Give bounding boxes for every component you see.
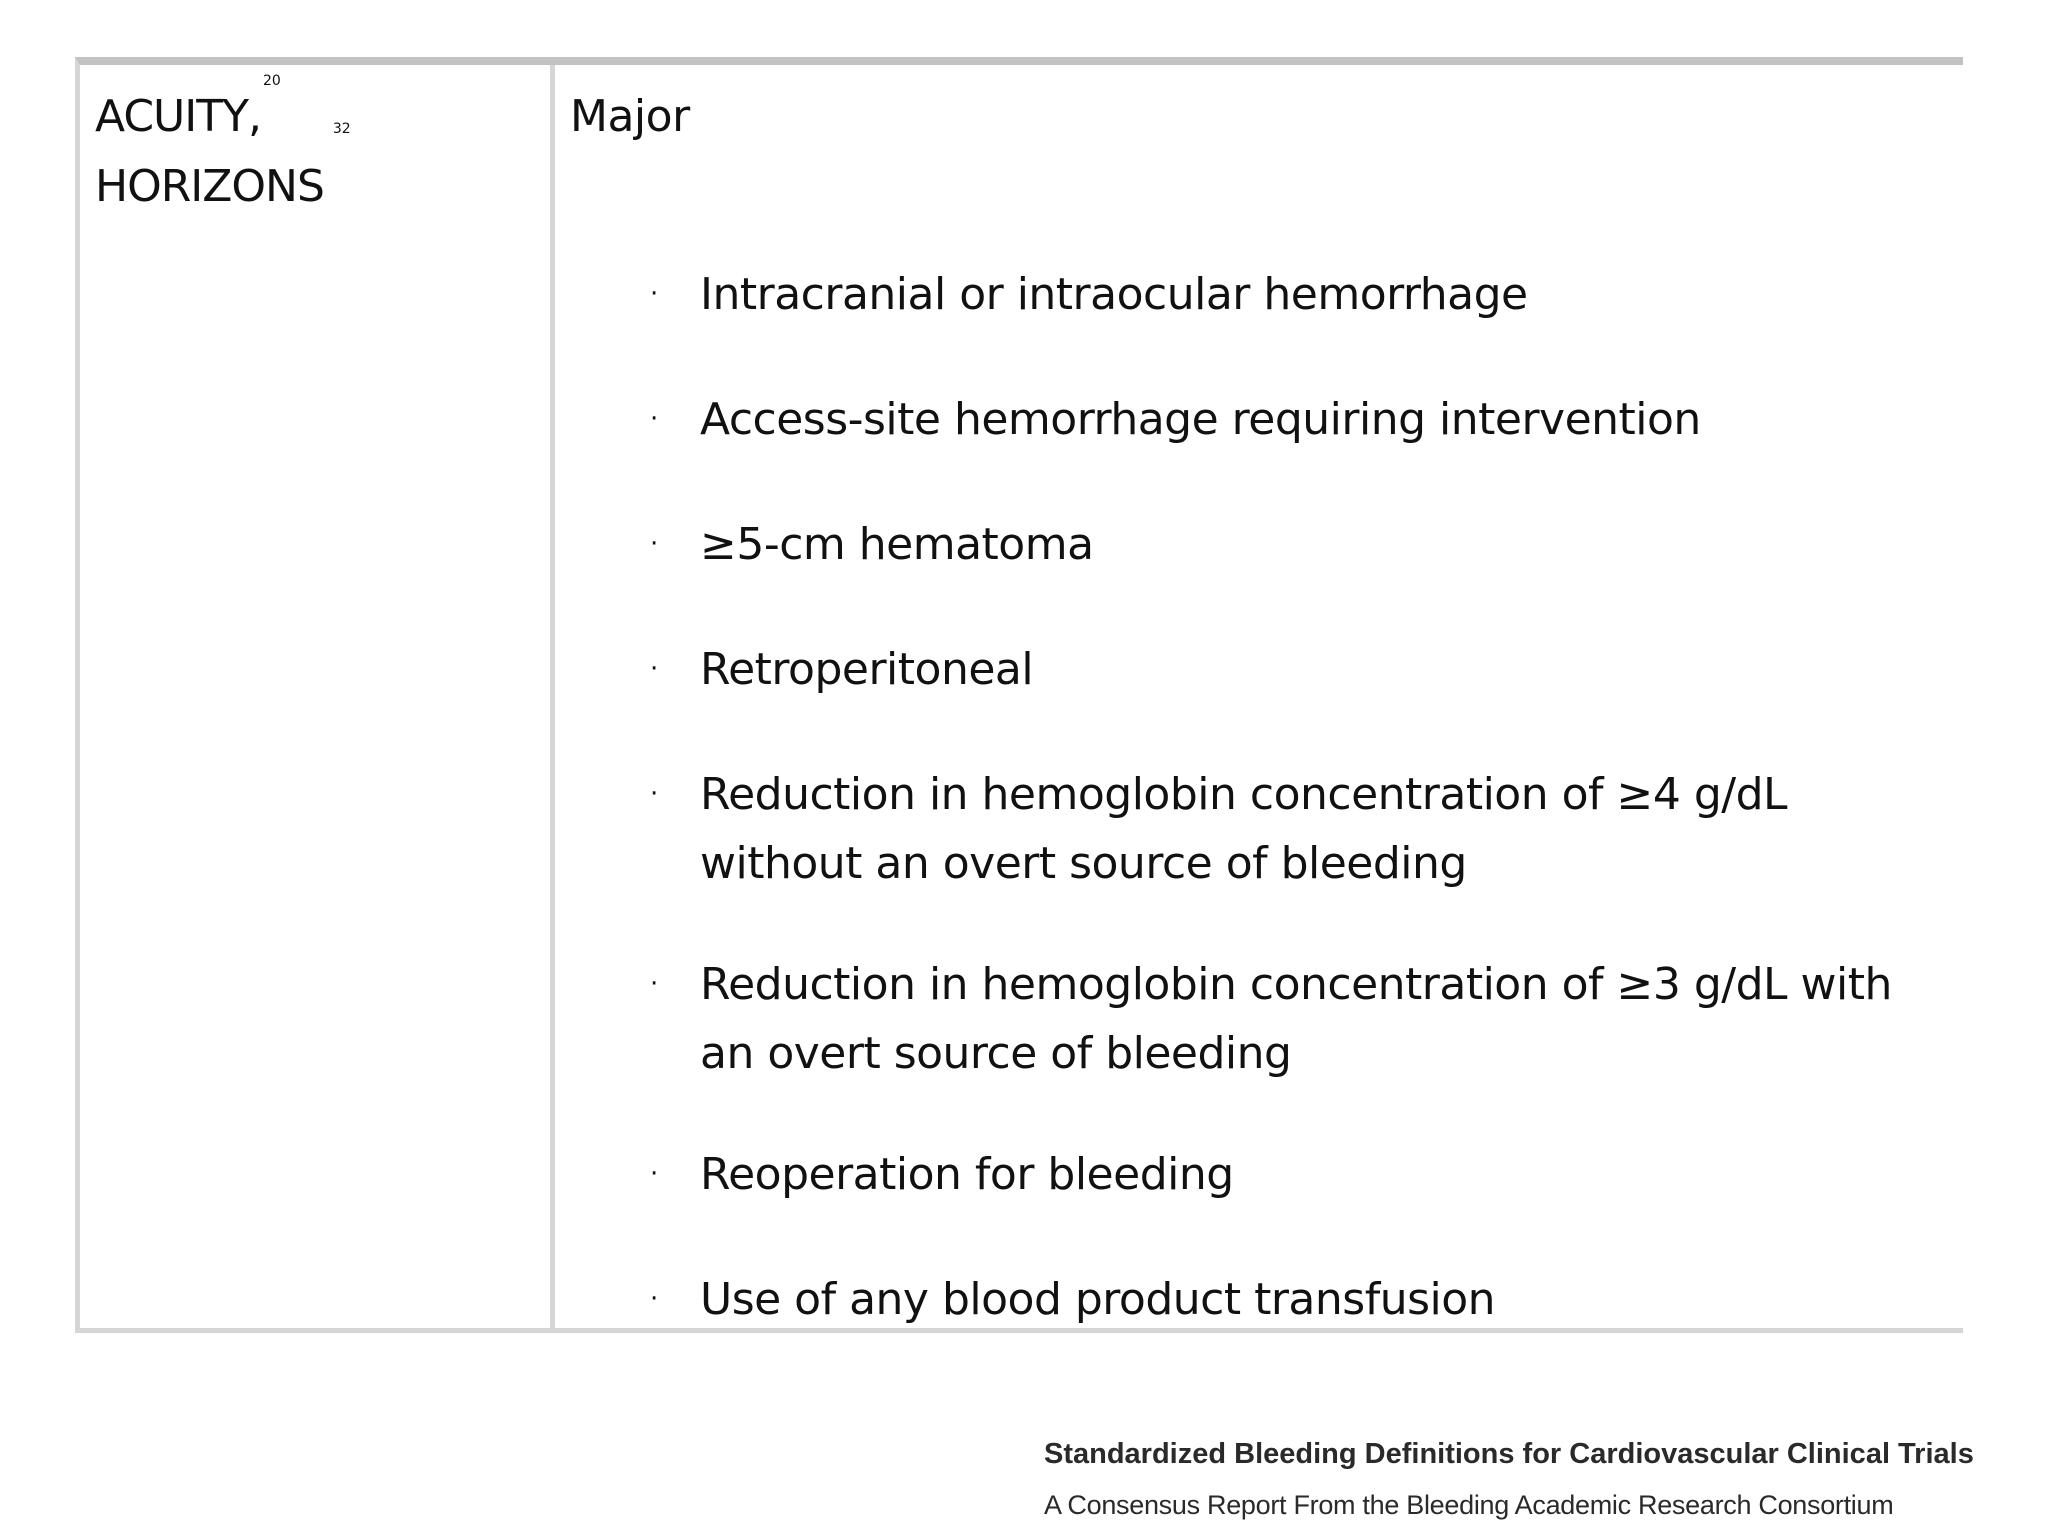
criteria-item (650, 260, 1950, 329)
bullet-icon: · (650, 279, 658, 309)
criteria-text: Access-site hemorrhage requiring intervention (700, 394, 1701, 445)
criteria-item (650, 385, 1950, 454)
bullet-icon: · (650, 1159, 658, 1189)
category-heading: Major (570, 91, 690, 142)
criteria-text: ≥5-cm hematoma (700, 519, 1094, 570)
definition-column (555, 65, 1963, 1328)
reference-superscript: 32 (332, 121, 351, 137)
trial-name-horizons: HORIZONS (95, 161, 324, 212)
bullet-icon: · (650, 779, 658, 809)
bullet-icon: · (650, 969, 658, 999)
criteria-text: Reduction in hemoglobin concentration of ≥4 g/dL without an overt source of bleeding (700, 769, 1788, 889)
reference-superscript: 20 (262, 73, 281, 89)
bullet-icon: · (650, 654, 658, 684)
source-title: Standardized Bleeding Definitions for Cardiovascular Clinical Trials (1044, 1438, 1974, 1470)
source-subtitle: A Consensus Report From the Bleeding Academic Research Consortium (1044, 1490, 1894, 1520)
criteria-text: Use of any blood product transfusion (700, 1274, 1496, 1325)
bullet-icon: · (650, 1284, 658, 1314)
criteria-item (650, 1265, 1950, 1334)
trial-name-acuity: ACUITY, (95, 91, 261, 142)
trial-column (80, 65, 555, 1328)
criteria-item (650, 950, 1950, 1088)
bullet-icon: · (650, 404, 658, 434)
criteria-item (650, 760, 1950, 898)
criteria-text: Intracranial or intraocular hemorrhage (700, 269, 1528, 320)
bullet-icon: · (650, 529, 658, 559)
criteria-list (650, 260, 1950, 1390)
criteria-item (650, 635, 1950, 704)
criteria-text: Reduction in hemoglobin concentration of ≥3 g/dL with an overt source of bleeding (700, 959, 1892, 1079)
criteria-text: Retroperitoneal (700, 644, 1034, 695)
criteria-item (650, 510, 1950, 579)
criteria-text: Reoperation for bleeding (700, 1149, 1234, 1200)
bleeding-definition-table (75, 57, 1963, 1333)
trial-names (95, 73, 351, 222)
trial-line-1 (95, 73, 351, 152)
trial-line-2 (95, 152, 351, 222)
criteria-item (650, 1140, 1950, 1209)
